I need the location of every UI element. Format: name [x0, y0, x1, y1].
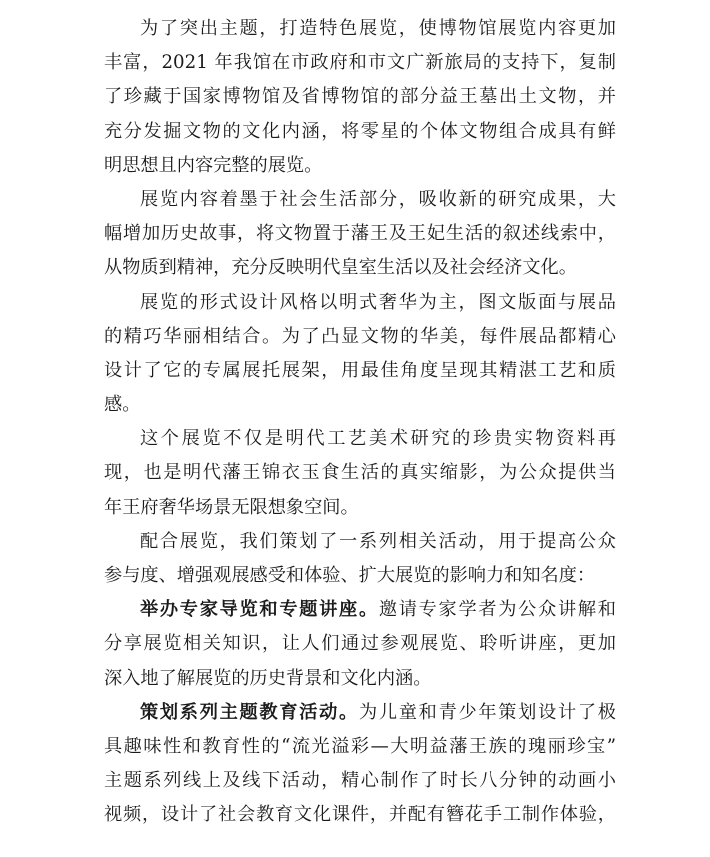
paragraph-lead: 策划系列主题教育活动。: [140, 701, 359, 723]
text-line: 年王府奢华场景无限想象空间。: [104, 496, 359, 518]
text-line: 现，也是明代藩王锦衣玉食生活的真实缩影，为公众提供当: [104, 462, 616, 484]
paragraph: [104, 12, 616, 183]
text-line: 展览的形式设计风格以明式奢华为主，图文版面与展品: [140, 291, 616, 313]
paragraph: [104, 286, 616, 423]
text-line: 设计了它的专属展托展架，用最佳角度呈现其精湛工艺和质: [104, 359, 616, 381]
paragraph: [104, 525, 616, 593]
text-line: 配合展览，我们策划了一系列相关活动，用于提高公众: [140, 530, 616, 552]
text-line: [104, 696, 616, 730]
text-line: 主题系列线上及线下活动，精心制作了时长八分钟的动画小: [104, 770, 616, 792]
text-line: 展览内容着墨于社会生活部分，吸收新的研究成果，大: [140, 188, 616, 210]
text-line: 为了突出主题，打造特色展览，使博物馆展览内容更加: [140, 18, 616, 39]
document-body: [104, 12, 616, 833]
text-line: 明思想且内容完整的展览。: [104, 154, 323, 176]
text-line: 了珍藏于国家博物馆及省博物馆的部分益王墓出土文物，并: [104, 86, 616, 108]
text-line: 分享展览相关知识，让人们通过参观展览、聆听讲座，更加: [104, 633, 616, 655]
paragraph-lead: 举办专家导览和专题讲座。: [140, 599, 379, 621]
paragraph: [104, 422, 616, 525]
text-line: 具趣味性和教育性的“流光溢彩—大明益藩王族的瑰丽珍宝”: [104, 735, 616, 757]
text-line: 幅增加历史故事，将文物置于藩王及王妃生活的叙述线索中，: [104, 223, 616, 245]
text-line: 视频，设计了社会教育文化课件，并配有簪花手工制作体验，: [104, 804, 616, 826]
text-line: 这个展览不仅是明代工艺美术研究的珍贵实物资料再: [140, 428, 616, 450]
text-run: 为儿童和青少年策划设计了极: [358, 701, 616, 723]
text-line: 充分发掘文物的文化内涵，将零星的个体文物组合成具有鲜: [104, 120, 616, 142]
text-line: [104, 593, 616, 627]
text-run: 邀请专家学者为公众讲解和: [378, 599, 616, 621]
paragraph: [104, 696, 616, 833]
text-line: 深入地了解展览的历史背景和文化内涵。: [104, 667, 432, 689]
text-line: 的精巧华丽相结合。为了凸显文物的华美，每件展品都精心: [104, 325, 616, 347]
paragraph: [104, 183, 616, 286]
text-line: 感。: [104, 394, 141, 416]
text-line: 丰富，2021 年我馆在市政府和市文广新旅局的支持下，复制: [104, 52, 616, 74]
text-line: 参与度、增强观展感受和体验、扩大展览的影响力和知名度：: [104, 565, 596, 586]
paragraph: [104, 593, 616, 696]
text-line: 从物质到精神，充分反映明代皇室生活以及社会经济文化。: [104, 257, 577, 279]
